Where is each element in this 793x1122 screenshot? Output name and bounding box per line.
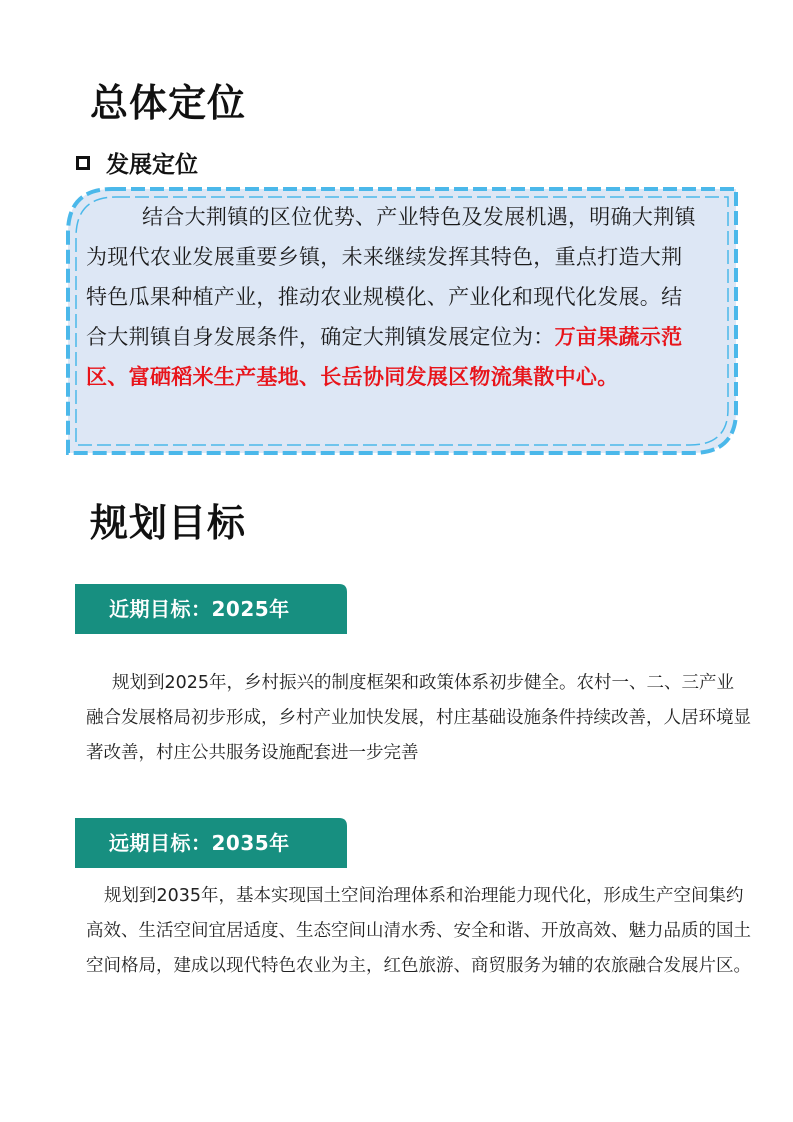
positioning-paragraph — [86, 197, 702, 397]
section-title-planning-goals: 规划目标 — [90, 501, 247, 545]
section-title-overall-positioning: 总体定位 — [90, 81, 247, 125]
near-term-goal-paragraph — [86, 666, 751, 771]
near-term-goal-text: 规划到2025年，乡村振兴的制度框架和政策体系初步健全。农村一、二、三产业融合发展格局初步形成，乡村产业加快发展，村庄基础设施条件持续改善，人居环境显著改善，村庄公共服务设施配套进一步完善 — [86, 673, 751, 763]
positioning-text: 结合大荆镇的区位优势、产业特色及发展机遇，明确大荆镇为现代农业发展重要乡镇，未来继续发挥其特色，重点打造大荆特色瓜果种植产业，推动农业规模化、产业化和现代化发展。结合大荆镇自身发展条件，确定大荆镇发展定位为： — [86, 205, 696, 349]
checkbox-square-icon — [76, 156, 90, 170]
subheading-label: 发展定位 — [106, 152, 198, 178]
positioning-highlight: 万亩果蔬示范区、富硒稻米生产基地、长岳协同发展区物流集散中心。 — [86, 325, 683, 389]
near-term-goal-label: 近期目标：2025年 — [109, 597, 290, 621]
long-term-goal-tab — [75, 818, 347, 868]
near-term-goal-tab — [75, 584, 347, 634]
long-term-goal-label: 远期目标：2035年 — [109, 831, 290, 855]
long-term-goal-paragraph — [86, 879, 751, 984]
subheading-development-positioning — [76, 146, 198, 179]
positioning-callout-box — [64, 185, 740, 457]
long-term-goal-text: 规划到2035年，基本实现国土空间治理体系和治理能力现代化，形成生产空间集约高效、生活空间宜居适度、生态空间山清水秀、安全和谐、开放高效、魅力品质的国土空间格局，建成以现代特色农业为主，红色旅游、商贸服务为辅的农旅融合发展片区。 — [86, 886, 751, 976]
